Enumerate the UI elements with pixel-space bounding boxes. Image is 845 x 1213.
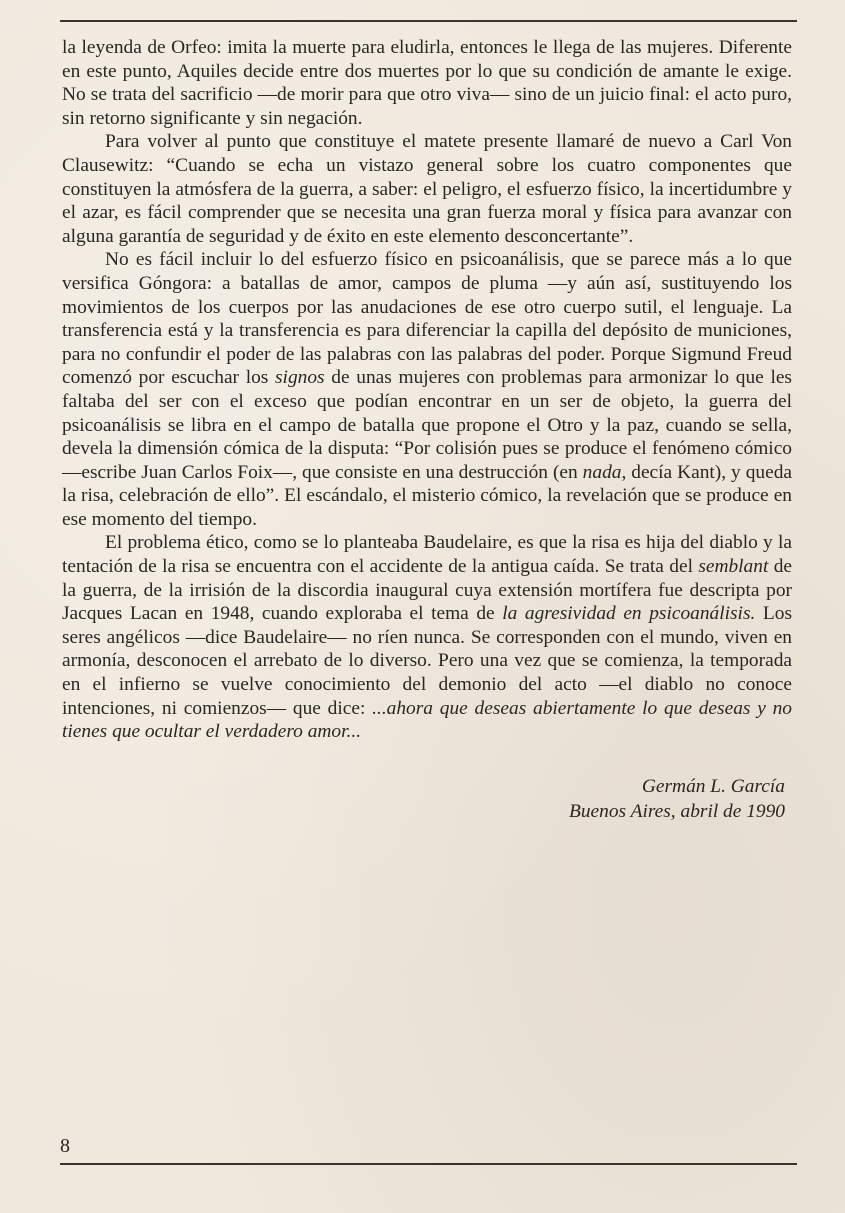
italic-text-run: signos — [275, 367, 325, 389]
paragraph — [62, 531, 792, 743]
paragraph — [62, 130, 792, 248]
text-run: de la guerra, de la irrisión de la discordia inaugural cuya extensión mortífera fue descripta por Jacques Lacan en 1948, cuando exploraba el tema de — [62, 556, 792, 625]
italic-text-run: la agresividad en psicoanálisis. — [502, 603, 756, 625]
text-run: No es fácil incluir lo del esfuerzo físico en psicoanálisis, que se parece más a lo que versifica Góngora: a batallas de amor, campos de pluma —y aún así, sustituyendo los movimientos de los cuerpos por las anudaciones de ese otro cuerpo sutil, el lenguaje. La transferencia está y la transferencia es para diferenciar la capilla del depósito de municiones, para no confundir el poder de las palabras con las palabras del poder. Porque Sigmund Freud comenzó por escuchar los — [62, 249, 792, 389]
text-run: Para volver al punto que constituye el matete presente llamaré de nuevo a Carl Von Clausewitz: “Cuando se echa un vistazo general sobre los cuatro componentes que constituyen la atmósfera de la guerra, a saber: el peligro, el esfuerzo físico, la incertidumbre y el azar, es fácil comprender que se necesita una gran fuerza moral y física para avanzar con alguna garantía de seguridad y de éxito en este elemento desconcertante”. — [62, 131, 792, 247]
paragraph — [62, 36, 792, 130]
signature-author: Germán L. García — [641, 776, 785, 797]
body-text — [62, 36, 792, 744]
text-run: El problema ético, como se lo planteaba Baudelaire, es que la risa es hija del diablo y la tentación de la risa se encuentra con el accidente de la antigua caída. Se trata del — [62, 532, 792, 578]
text-run: , decía Kant), y queda la risa, celebración de ello”. El escándalo, el misterio cómico, la revelación que se produce en ese momento del tiempo. — [62, 461, 792, 530]
bottom-rule — [60, 1163, 797, 1165]
text-run: de unas mujeres con problemas para armonizar lo que les faltaba del ser con el exceso que podían encontrar en un ser de objeto, la guerra del psicoanálisis se libra en el campo de batalla que propone el Otro y la paz, cuando se sella, devela la dimensión cómica de la disputa: “Por colisión pues se produce el fenómeno cómico —escribe Juan Carlos Foix—, que consiste en una destrucción (en — [62, 367, 792, 483]
signature-block — [569, 774, 785, 824]
italic-text-run: semblant — [698, 556, 769, 578]
italic-text-run: ...ahora que deseas abiertamente lo que deseas y no tienes que ocultar el verdadero amor... — [62, 697, 792, 743]
text-run: Los seres angélicos —dice Baudelaire— no ríen nunca. Se corresponden con el mundo, viven en armonía, desconocen el arrebato de lo diverso. Pero una vez que se comienza, la temporada en el infierno se vuelve conocimiento del demonio del acto —el diablo no conoce intenciones, ni comienzos— que dice: — [62, 603, 793, 719]
paragraph — [62, 248, 792, 531]
page-number: 8 — [60, 1135, 70, 1157]
signature-place-date: Buenos Aires, abril de 1990 — [569, 801, 785, 822]
text-run: la leyenda de Orfeo: imita la muerte para eludirla, entonces le llega de las mujeres. Diferente en este punto, Aquiles decide entre dos muertes por lo que su condición de amante le exige. No se trata del sacrificio —de morir para que otro viva— sino de un juicio final: el acto puro, sin retorno significante y sin negación. — [62, 37, 792, 129]
italic-text-run: nada — [582, 461, 622, 483]
top-rule — [60, 20, 797, 22]
